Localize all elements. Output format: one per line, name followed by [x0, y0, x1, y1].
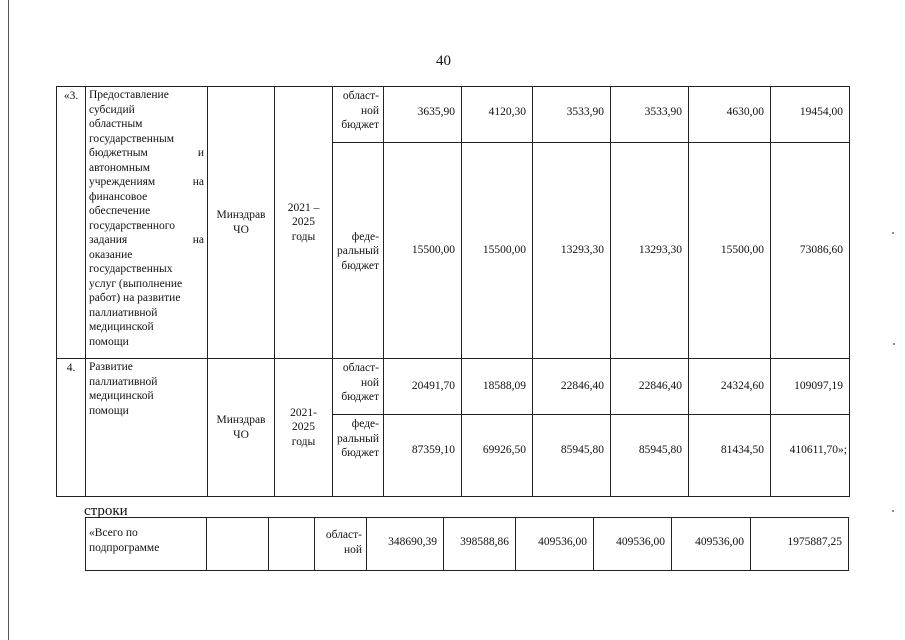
value-cell: 85945,80 [533, 415, 611, 497]
value-cell: 348690,39 [367, 518, 444, 571]
executor-cell: Минздрав ЧО [208, 87, 275, 359]
budget-label: феде- ральный бюджет [333, 143, 384, 359]
table-row [86, 518, 849, 571]
period-cell: 2021 – 2025 годы [275, 87, 333, 359]
scan-speck [892, 510, 894, 512]
row-description: Предоставление субсидий областным государственным бюджетным и автономным учреждениям на финансовое обеспечение государственного задания на оказание государственных услуг (выполнение работ) на развитие паллиативной медицинской помощи [86, 87, 208, 359]
row-description: «Всего по подпрограмме [86, 518, 207, 571]
value-cell: 109097,19 [771, 359, 850, 415]
scan-speck [893, 343, 895, 345]
scan-speck [892, 232, 894, 234]
period-cell [269, 518, 315, 571]
row-index: 4. [57, 359, 86, 497]
value-cell: 3533,90 [611, 87, 689, 143]
budget-label: област- ной бюджет [333, 359, 384, 415]
value-cell: 398588,86 [444, 518, 516, 571]
row-index: «3. [57, 87, 86, 359]
value-cell: 18588,09 [462, 359, 533, 415]
value-cell: 81434,50 [689, 415, 771, 497]
value-cell: 3635,90 [384, 87, 462, 143]
rows-note: строки [84, 503, 128, 519]
executor-cell [207, 518, 269, 571]
value-cell: 22846,40 [611, 359, 689, 415]
page-edge-line [8, 0, 9, 640]
value-cell: 13293,30 [533, 143, 611, 359]
table-row [57, 87, 850, 143]
value-cell: 20491,70 [384, 359, 462, 415]
value-cell: 73086,60 [771, 143, 850, 359]
value-cell: 22846,40 [533, 359, 611, 415]
value-cell: 410611,70»; [771, 415, 850, 497]
program-table [56, 86, 850, 497]
executor-cell: Минздрав ЧО [208, 359, 275, 497]
value-cell: 13293,30 [611, 143, 689, 359]
value-cell: 1975887,25 [751, 518, 849, 571]
budget-label: област- ной бюджет [333, 87, 384, 143]
subtotal-table [85, 517, 849, 571]
value-cell: 409536,00 [672, 518, 751, 571]
budget-label: феде- ральный бюджет [333, 415, 384, 497]
budget-label: област- ной [315, 518, 367, 571]
value-cell: 85945,80 [611, 415, 689, 497]
value-cell: 87359,10 [384, 415, 462, 497]
value-cell: 24324,60 [689, 359, 771, 415]
row-description: Развитие паллиативной медицинской помощи [86, 359, 208, 497]
table-row [57, 359, 850, 415]
page-number: 40 [436, 53, 451, 69]
period-cell: 2021- 2025 годы [275, 359, 333, 497]
value-cell: 4630,00 [689, 87, 771, 143]
value-cell: 3533,90 [533, 87, 611, 143]
value-cell: 4120,30 [462, 87, 533, 143]
value-cell: 15500,00 [384, 143, 462, 359]
value-cell: 69926,50 [462, 415, 533, 497]
value-cell: 15500,00 [689, 143, 771, 359]
value-cell: 409536,00 [516, 518, 594, 571]
value-cell: 15500,00 [462, 143, 533, 359]
value-cell: 19454,00 [771, 87, 850, 143]
value-cell: 409536,00 [594, 518, 672, 571]
